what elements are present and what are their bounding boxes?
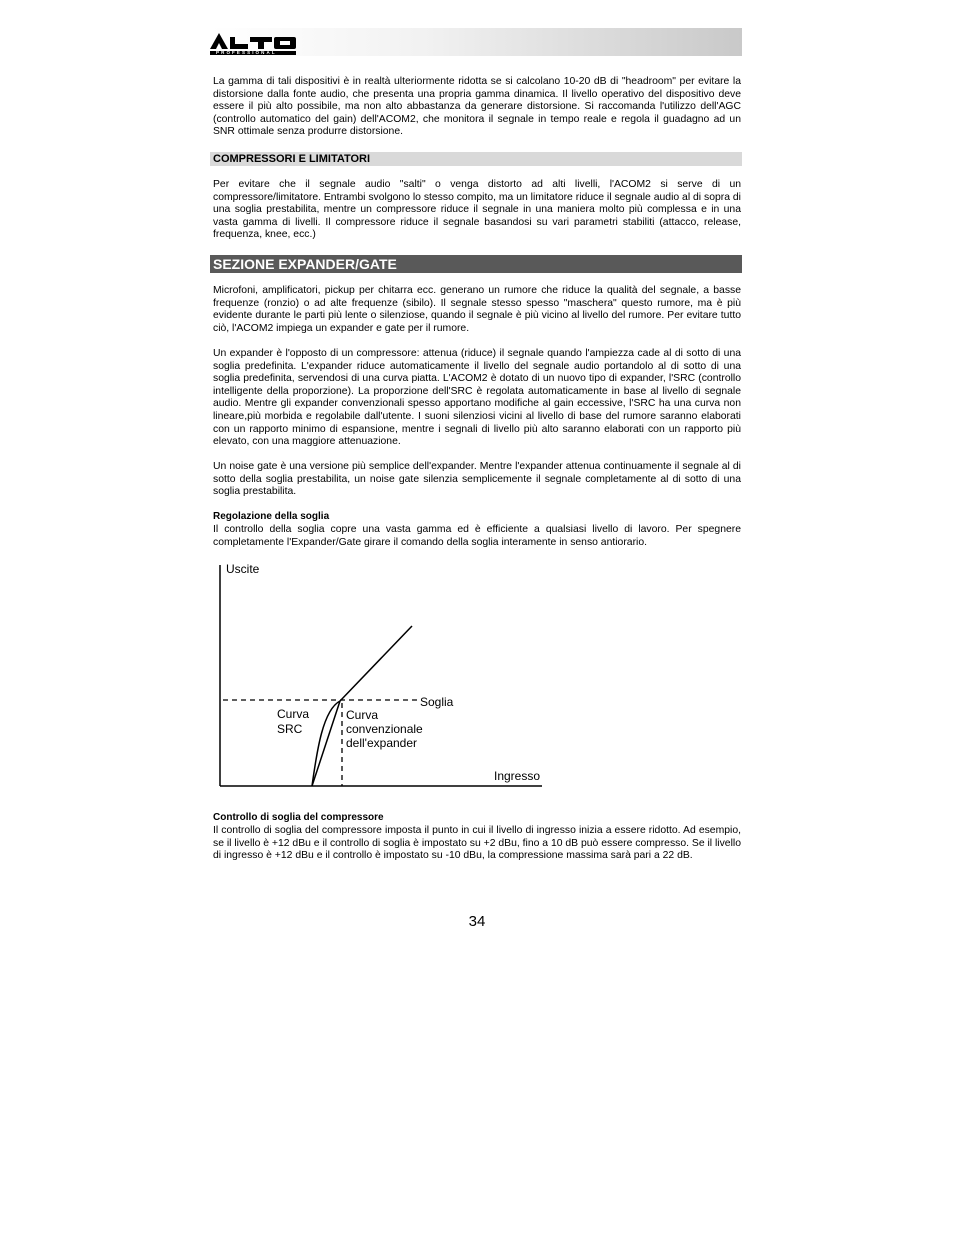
page-number: 34 (468, 913, 486, 930)
src-curve-label-2: SRC (277, 722, 303, 736)
expander-paragraph-2: Un expander è l'opposto di un compressore: attenua (riduce) il segnale quando l'ampiezza cade al di sotto di una soglia predefinita. L'expander riduce automaticamente il livello del segnale audio portandolo al di sotto di una soglia predefinita, servendosi di una curva piatta. L'ACOM2 è dotato di un nuovo tipo di expander, l'SRC (controllo intelligente della proporzione). La proporzione dell'SRC è regolata automaticamente in base al livello di segnale audio. Mentre gli expander convenzionali spesso apportano modifiche al gain eccessive, l'SRC ha una curva non lineare,più morbida e regolabile dall'utente. I suoni silenziosi vicini al livello di base del rumore saranno elaborati con un rapporto minimo di espansione, mentre i segnali di livello più alto saranno elaborati con un rapporto più elevato, con una maggiore attenuazione. (213, 348, 741, 448)
x-axis-label: Ingresso (494, 769, 541, 783)
threshold-heading: Regolazione della soglia (213, 511, 330, 522)
section-heading-expander: SEZIONE EXPANDER/GATE (210, 255, 742, 273)
compressors-paragraph: Per evitare che il segnale audio "salti" o venga distorto ad alti livelli, l'ACOM2 si serve di un compressore/limitatore. Entrambi svolgono lo stesso compito, ma un limitatore riduce il segnale audio al di sopra di una soglia prestabilita, mentre un compressore riduce il segnale in una maniera molto più complessa e in una vasta gamma di livelli. Il compressore riduce il segnale basandosi su vari parametri stabiliti (attacco, release, frequenza, knee, ecc.) (213, 179, 741, 241)
threshold-paragraph: Il controllo della soglia copre una vasta gamma ed è efficiente a qualsiasi livello di lavoro. Per spegnere completamente l'Expander/Gate girare il comando della soglia interamente in senso antiorario. (213, 524, 741, 548)
compressor-threshold-paragraph: Il controllo di soglia del compressore imposta il punto in cui il livello di ingresso inizia a essere ridotto. Ad esempio, se il livello è +12 dBu e il controllo di soglia è impostato su +2 dBu, fino a 10 dB può essere compresso. Se il livello di ingresso è +12 dBu e il controllo è impostato su -10 dBu, la compressione massima sarà pari a 22 dB. (213, 825, 741, 862)
intro-paragraph: La gamma di tali dispositivi è in realtà ulteriormente ridotta se si calcolano 10-20 dB di "headroom" per evitare la distorsione dalla fonte audio, che presenta una propria gamma dinamica. Il livello operativo del dispositivo deve essere il più alto possibile, ma non alto abbastanza da generare distorsione. Si raccomanda l'utilizzo dell'AGC (controllo automatico del gain) dell'ACOM2, che monitora il segnale in tempo reale e regola il guadagno ad un SNR ottimale senza produrre distorsione. (213, 76, 741, 138)
unity-output-line (340, 626, 412, 701)
threshold-label: Soglia (420, 695, 454, 709)
expander-paragraph-1: Microfoni, amplificatori, pickup per chitarra ecc. generano un rumore che riduce la qualità del segnale, a basse frequenze (ronzio) o ad alte frequenze (sibilo). Il segnale stesso spesso "maschera" questo rumore, ma è più evidente durante le parti più lente o silenziose, quando il segnale è più vicino al livello del rumore. Per evitare tutto ciò, l'ACOM2 impiega un expander e gate per il rumore. (213, 285, 741, 334)
section-heading-compressors: COMPRESSORI E LIMITATORI (210, 152, 742, 166)
conventional-curve-label-2: convenzionale (346, 722, 423, 736)
y-axis-label: Uscite (226, 562, 260, 576)
conventional-expander-curve (312, 701, 340, 786)
conventional-curve-label-3: dell'expander (346, 736, 418, 750)
conventional-curve-label-1: Curva (346, 708, 379, 722)
compressor-threshold-heading: Controllo di soglia del compressore (213, 812, 384, 823)
logo-subtext: PROFESSIONAL (216, 50, 277, 55)
expander-paragraph-3: Un noise gate è una versione più semplice dell'expander. Mentre l'expander attenua continuamente il segnale al di sotto della soglia prestabilita, un noise gate silenzia semplicemente il segnale completamente al di sotto di una soglia prestabilita. (213, 461, 741, 498)
src-curve-label-1: Curva (277, 707, 310, 721)
expander-diagram (205, 560, 550, 795)
expander-diagram-svg (205, 560, 550, 795)
